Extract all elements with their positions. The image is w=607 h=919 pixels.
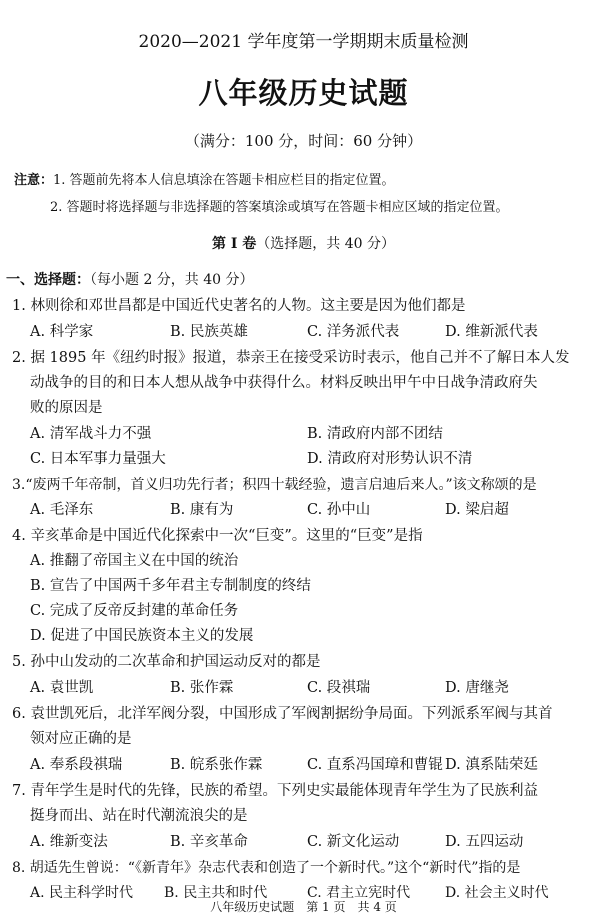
question-8-option-c: C. 君主立宪时代 <box>307 885 411 901</box>
question-7-option-c: C. 新文化运动 <box>307 834 400 850</box>
question-3-option-b: B. 康有为 <box>170 502 234 518</box>
question-1-stem: 1. 林则徐和邓世昌都是中国近代史著名的人物。这主要是因为他们都是 <box>12 298 466 314</box>
question-2-option-c: C. 日本军事力量强大 <box>30 451 166 467</box>
question-7-option-a: A. 维新变法 <box>30 834 108 850</box>
question-4-option-a: A. 推翻了帝国主义在中国的统治 <box>30 553 239 569</box>
question-3-option-a: A. 毛泽东 <box>30 502 94 518</box>
question-3-stem: 3.“废两千年帝制，首义归功先行者；积四十载经验，遗言启迪后来人。”该文称颂的是 <box>12 477 537 493</box>
question-4-option-b: B. 宣告了中国两千多年君主专制制度的终结 <box>30 578 311 594</box>
question-7-option-b: B. 辛亥革命 <box>170 834 248 850</box>
question-4-option-d: D. 促进了中国民族资本主义的发展 <box>30 628 254 644</box>
question-7-stem-line-1: 7. 青年学生是时代的先锋，民族的希望。下列史实最能体现青年学生为了民族利益 <box>12 783 538 799</box>
question-6-option-b: B. 皖系张作霖 <box>170 757 263 773</box>
question-1-option-a: A. 科学家 <box>30 324 94 340</box>
page-footer <box>0 898 607 916</box>
question-5-option-a: A. 袁世凯 <box>30 680 94 696</box>
question-8-stem: 8. 胡适先生曾说：“《新青年》杂志代表和创造了一个新时代。”这个“新时代”指的是 <box>12 860 521 876</box>
question-1-option-b: B. 民族英雄 <box>170 324 248 340</box>
question-6-option-c: C. 直系冯国璋和曹锟 <box>307 757 443 773</box>
question-7-stem-line-2: 挺身而出、站在时代潮流浪尖的是 <box>30 808 248 824</box>
question-8-option-b: B. 民主共和时代 <box>164 885 268 901</box>
question-6-stem-line-1: 6. 袁世凯死后，北洋军阀分裂，中国形成了军阀割据纷争局面。下列派系军阀与其首 <box>12 706 553 722</box>
part-heading <box>6 269 254 291</box>
section-heading <box>0 233 607 255</box>
question-2-stem-line-3: 败的原因是 <box>30 400 103 416</box>
part-title: 一、选择题： <box>6 272 90 288</box>
question-2-stem-line-1: 2. 据 1895 年《纽约时报》报道，恭亲王在接受采访时表示，他自己并不了解日本人发 <box>12 350 570 366</box>
question-7-option-d: D. 五四运动 <box>445 834 524 850</box>
question-5-option-b: B. 张作霖 <box>170 680 234 696</box>
question-5-option-c: C. 段祺瑞 <box>307 680 371 696</box>
question-6-option-a: A. 奉系段祺瑞 <box>30 757 123 773</box>
notice-label: 注意： <box>14 173 54 188</box>
question-5-option-d: D. 唐继尧 <box>445 680 509 696</box>
question-4-option-c: C. 完成了反帝反封建的革命任务 <box>30 603 239 619</box>
notice-item-1: 1. 答题前先将本人信息填涂在答题卡相应栏目的指定位置。 <box>53 173 395 188</box>
exam-header-line: 2020—2021 学年度第一学期期末质量检测 <box>138 32 469 52</box>
question-5-stem: 5. 孙中山发动的二次革命和护国运动反对的都是 <box>12 654 321 670</box>
section-title: 第 Ⅰ 卷 <box>211 236 257 252</box>
page-title: 八年级历史试题 <box>198 76 409 110</box>
notice-line-1 <box>14 170 599 192</box>
question-4-stem: 4. 辛亥革命是中国近代化探索中一次“巨变”。这里的“巨变”是指 <box>12 528 423 544</box>
question-2-option-b: B. 清政府内部不团结 <box>307 426 443 442</box>
question-8-option-d: D. 社会主义时代 <box>445 885 549 901</box>
question-1-option-c: C. 洋务派代表 <box>307 324 400 340</box>
question-8-option-a: A. 民主科学时代 <box>30 885 134 901</box>
question-1-option-d: D. 维新派代表 <box>445 324 538 340</box>
exam-meta: （满分：100 分，时间：60 分钟） <box>184 132 423 150</box>
question-6-option-d: D. 滇系陆荣廷 <box>445 757 538 773</box>
question-2-stem-line-2: 动战争的目的和日本人想从战争中获得什么。材料反映出甲午中日战争清政府失 <box>30 375 538 391</box>
part-desc: （每小题 2 分，共 40 分） <box>90 272 254 288</box>
question-2-option-d: D. 清政府对形势认识不清 <box>307 451 473 467</box>
notice-item-2: 2. 答题时将选择题与非选择题的答案填涂或填写在答题卡相应区域的指定位置。 <box>50 200 509 215</box>
question-6-stem-line-2: 领对应正确的是 <box>30 731 132 747</box>
question-3-option-c: C. 孙中山 <box>307 502 371 518</box>
question-2-option-a: A. 清军战斗力不强 <box>30 426 152 442</box>
question-3-option-d: D. 梁启超 <box>445 502 509 518</box>
page-number: 八年级历史试题 第 1 页 共 4 页 <box>210 900 397 914</box>
section-subtitle: （选择题，共 40 分） <box>256 236 395 252</box>
